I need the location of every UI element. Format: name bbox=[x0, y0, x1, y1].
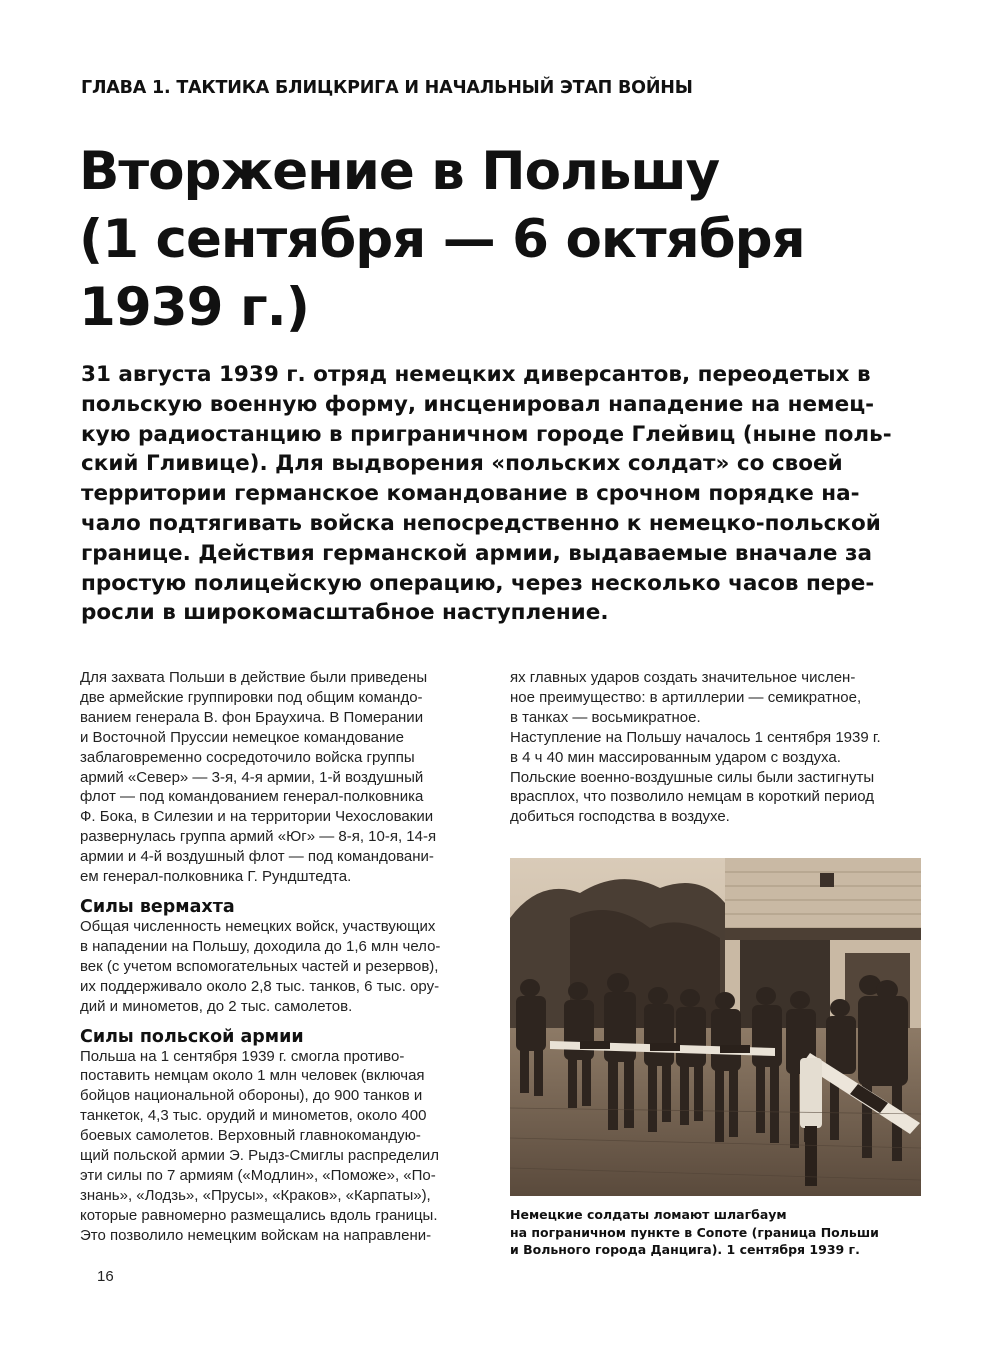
text-line: в нападении на Польшу, доходила до 1,6 млн чело- bbox=[80, 937, 441, 955]
chapter-heading: ГЛАВА 1. ТАКТИКА БЛИЦКРИГА И НАЧАЛЬНЫЙ ЭТАП ВОЙНЫ bbox=[81, 78, 693, 98]
text-line: и Восточной Пруссии немецкое командование bbox=[80, 728, 405, 746]
left-column bbox=[80, 668, 490, 1246]
title-line: (1 сентября — 6 октября bbox=[79, 209, 805, 270]
intro-paragraph bbox=[80, 668, 490, 887]
text-line: Польские военно-воздушные силы были застигнуты bbox=[510, 768, 875, 786]
text-line: ем генерал-полковника Г. Рундштедта. bbox=[80, 868, 352, 886]
section-heading-wehrmacht: Силы вермахта bbox=[80, 896, 235, 917]
text-line: заблаговременно сосредоточило войска группы bbox=[80, 748, 415, 766]
text-line: армии и 4-й воздушный флот — под командовани- bbox=[80, 848, 434, 866]
text-line: боевых самолетов. Верховный главнокомандую- bbox=[80, 1127, 421, 1145]
text-line: в 4 ч 40 мин массированным ударом с воздуха. bbox=[510, 748, 841, 766]
lead-line: границе. Действия германской армии, выдаваемые вначале за bbox=[81, 540, 872, 566]
text-line: Общая численность немецких войск, участвующих bbox=[80, 917, 436, 935]
text-line: знань», «Лодзь», «Прусы», «Краков», «Карпаты»), bbox=[80, 1186, 431, 1204]
text-line: ванием генерала В. фон Браухича. В Померании bbox=[80, 708, 424, 726]
lead-line: чало подтягивать войска непосредственно к немецко-польской bbox=[81, 510, 881, 536]
text-line: которые равномерно размещались вдоль границы. bbox=[80, 1206, 438, 1224]
lead-line: 31 августа 1939 г. отряд немецких диверсантов, переодетых в bbox=[81, 362, 871, 387]
caption-line: и Вольного города Данцига). 1 сентября 1939 г. bbox=[510, 1242, 860, 1257]
lead-line: польскую военную форму, инсценировал нападение на немец- bbox=[81, 391, 875, 417]
article-title bbox=[79, 138, 959, 342]
text-line: флот — под командованием генерал-полковника bbox=[80, 788, 424, 806]
lead-line: простую полицейскую операцию, через несколько часов пере- bbox=[81, 570, 875, 596]
photo-caption bbox=[510, 1206, 930, 1259]
text-line: в танках — восьмикратное. bbox=[510, 708, 701, 726]
text-line: ях главных ударов создать значительное числен- bbox=[510, 669, 856, 686]
text-line: Это позволило немецким войскам на направлени- bbox=[80, 1226, 432, 1244]
text-line: танкеток, 4,3 тыс. орудий и минометов, около 400 bbox=[80, 1107, 427, 1125]
caption-line: Немецкие солдаты ломают шлагбаум bbox=[510, 1207, 787, 1222]
text-line: добиться господства в воздухе. bbox=[510, 808, 730, 826]
text-line: Наступление на Польшу началось 1 сентября 1939 г. bbox=[510, 728, 881, 746]
lead-line: кую радиостанцию в приграничном городе Глейвиц (ныне поль- bbox=[81, 421, 892, 447]
polish-army-paragraph bbox=[80, 1047, 490, 1246]
text-line: Ф. Бока, в Силезии и на территории Чехословакии bbox=[80, 808, 434, 826]
caption-line: на пограничном пункте в Сопоте (граница Польши bbox=[510, 1224, 879, 1240]
text-line: две армейские группировки под общим командо- bbox=[80, 688, 423, 706]
lead-paragraph bbox=[81, 360, 921, 628]
title-line: 1939 г.) bbox=[79, 277, 310, 338]
right-column bbox=[510, 668, 922, 827]
text-line: армий «Север» — 3-я, 4-я армии, 1-й воздушный bbox=[80, 768, 424, 786]
historical-photo bbox=[510, 858, 921, 1196]
section-heading-polish-army: Силы польской армии bbox=[80, 1026, 304, 1047]
text-line: дий и минометов, до 2 тыс. самолетов. bbox=[80, 997, 353, 1015]
page-number: 16 bbox=[97, 1268, 114, 1285]
text-line: развернулась группа армий «Юг» — 8-я, 10-я, 14-я bbox=[80, 828, 437, 846]
text-line: щий польской армии Э. Рыдз-Смиглы распределил bbox=[80, 1147, 440, 1165]
continuation-paragraph bbox=[510, 668, 922, 728]
lead-line: росли в широкомасштабное наступление. bbox=[81, 600, 609, 626]
text-line: Польша на 1 сентября 1939 г. смогла противо- bbox=[80, 1047, 405, 1065]
lead-line: территории германское командование в срочном порядке на- bbox=[81, 481, 860, 507]
text-line: век (с учетом вспомогательных частей и резервов), bbox=[80, 957, 439, 975]
lead-line: ский Гливице). Для выдворения «польских солдат» со своей bbox=[81, 451, 843, 477]
text-line: бойцов национальной обороны), до 900 танков и bbox=[80, 1087, 423, 1105]
text-line: эти силы по 7 армиям («Модлин», «Поможе», «По- bbox=[80, 1166, 436, 1184]
title-line: Вторжение в Польшу bbox=[79, 141, 720, 202]
text-line: Для захвата Польши в действие были приведены bbox=[80, 669, 428, 686]
text-line: их поддерживало около 2,8 тыс. танков, 6 тыс. ору- bbox=[80, 977, 440, 995]
offensive-paragraph bbox=[510, 728, 922, 828]
text-line: врасплох, что позволило немцам в короткий период bbox=[510, 788, 875, 806]
wehrmacht-paragraph bbox=[80, 917, 490, 1017]
text-line: ное преимущество: в артиллерии — семикратное, bbox=[510, 688, 862, 706]
text-line: поставить немцам около 1 млн человек (включая bbox=[80, 1067, 425, 1085]
